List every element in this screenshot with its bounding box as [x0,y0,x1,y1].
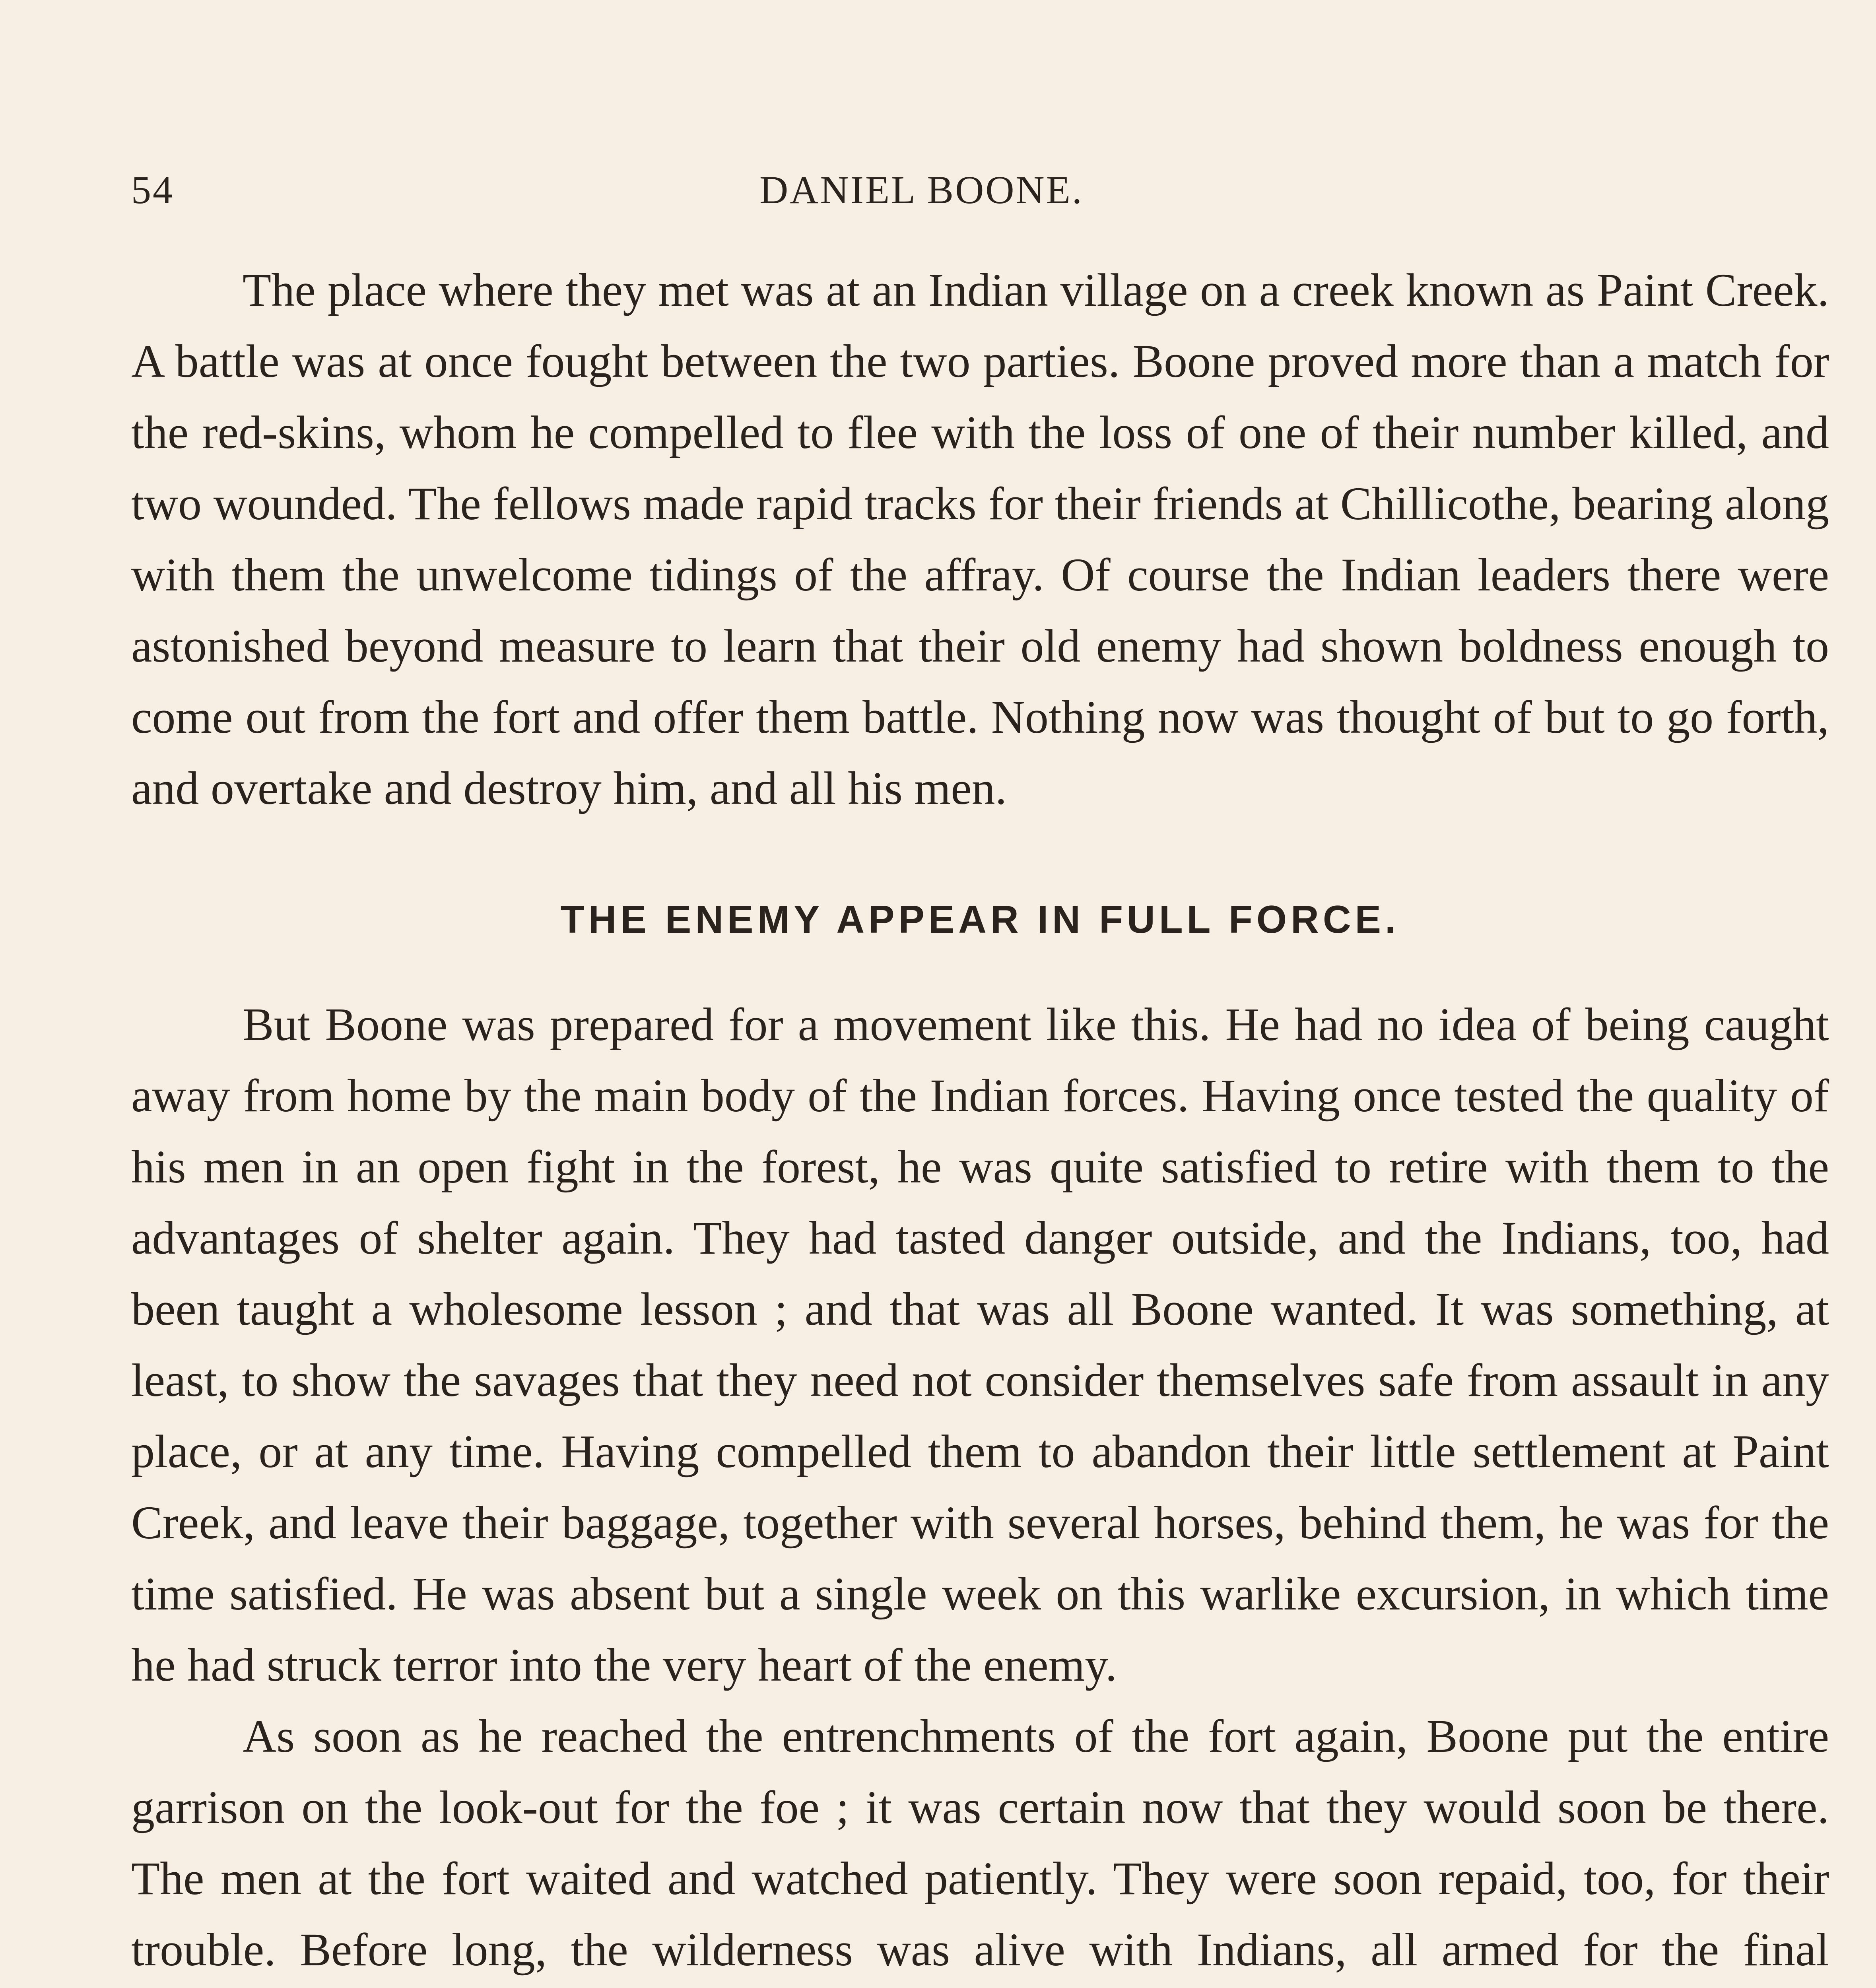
paragraph: The place where they met was at an Indian village on a creek known as Paint Creek. A battle was at once fought between the two parties. Boone proved more than a match for the red-skins, whom he compelled to flee with the loss of one of their number killed, and two wounded. The fellows made rapid tracks for their friends at Chillicothe, bearing along with them the unwelcome tidings of the affray. Of course the Indian leaders there were astonished beyond measure to learn that their old enemy had shown boldness enough to come out from the fort and offer them battle. Nothing now was thought of but to go forth, and overtake and destroy him, and all his men. [131,264,1829,814]
section-heading: THE ENEMY APPEAR IN FULL FORCE. [560,897,1400,941]
body-text [131,254,1829,1988]
page-number: 54 [131,168,174,212]
running-head [131,167,1828,215]
paragraph: As soon as he reached the entrenchments of the fort again, Boone put the entire garrison on the look-out for the foe ; it was certain now that they would soon be there. The men at the fort waited and watched patiently. They were soon repaid, too, for their trouble. Before long, the wilderness was alive with Indians, all armed for the final [131,1710,1829,1976]
paragraph: But Boone was prepared for a movement like this. He had no idea of being caught away from home by the main body of the Indian forces. Having once tested the quality of his men in an open fight in the forest, he was quite satisfied to retire with them to the advantages of shelter again. They had tasted danger outside, and the Indians, too, had been taught a wholesome lesson ; and that was all Boone wanted. It was something, at least, to show the savages that they need not consider themselves safe from assault in any place, or at any time. Having compelled them to abandon their little settlement at Paint Creek, and leave their baggage, together with several horses, behind them, he was for the time satisfied. He was absent but a single week on this warlike excursion, in which time he had struck terror into the very heart of the enemy. [131,998,1829,1691]
running-title: DANIEL BOONE. [759,168,1084,212]
